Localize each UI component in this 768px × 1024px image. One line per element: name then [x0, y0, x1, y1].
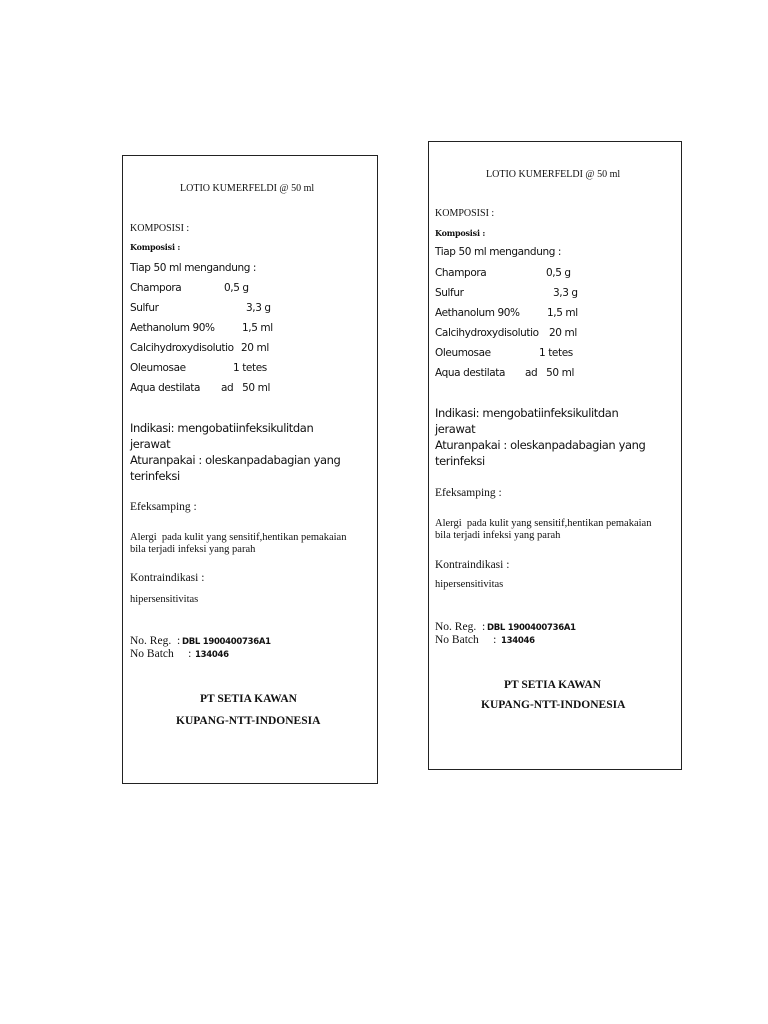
ingredient-amount: 1,5 ml: [242, 322, 273, 334]
ingredient-amount: 1 tetes: [539, 347, 573, 359]
product-label-left: [122, 155, 378, 784]
label-title: LOTIO KUMERFELDI @ 50 ml: [486, 169, 621, 180]
efek-samping-text: Alergi pada kulit yang sensitif,hentikan pemakaian: [435, 518, 652, 529]
ingredient-amount: 1 tetes: [233, 362, 267, 374]
composition-intro: Tiap 50 ml mengandung :: [130, 262, 257, 274]
reg-number-value: DBL 1900400736A1: [182, 637, 271, 647]
reg-number-label: No. Reg. :: [130, 635, 181, 647]
company-location: KUPANG-NTT-INDONESIA: [481, 699, 626, 711]
kontraindikasi-heading: Kontraindikasi :: [130, 572, 205, 584]
ingredient-name: Aqua destilata: [435, 367, 506, 379]
kontraindikasi-value: hipersensitivitas: [435, 579, 504, 590]
efek-samping-heading: Efeksamping :: [130, 501, 197, 513]
ingredient-amount: 0,5 g: [546, 267, 571, 279]
efek-samping-text: Alergi pada kulit yang sensitif,hentikan pemakaian: [130, 532, 347, 543]
ingredient-amount: 3,3 g: [553, 287, 578, 299]
label-title: LOTIO KUMERFELDI @ 50 ml: [180, 183, 315, 194]
kontraindikasi-heading: Kontraindikasi :: [435, 559, 510, 571]
batch-label: No Batch :: [130, 648, 192, 660]
indikasi-line: Indikasi: mengobatiinfeksikulitdan: [435, 406, 619, 420]
product-label-right: [428, 141, 682, 770]
reg-number-label: No. Reg. :: [435, 621, 486, 633]
ingredient-name: Aethanolum 90%: [435, 307, 520, 319]
efek-samping-heading: Efeksamping :: [435, 487, 502, 499]
composition-intro: Tiap 50 ml mengandung :: [435, 246, 562, 258]
efek-samping-text: bila terjadi infeksi yang parah: [130, 544, 256, 555]
ingredient-name: Aqua destilata: [130, 382, 201, 394]
ingredient-name: Champora: [435, 267, 487, 279]
aturan-pakai-line: terinfeksi: [435, 454, 485, 468]
ingredient-amount: 3,3 g: [246, 302, 271, 314]
ingredient-name: Aethanolum 90%: [130, 322, 215, 334]
komposisi-subheading: Komposisi :: [435, 228, 486, 238]
ingredient-name: Calcihydroxydisolutio: [435, 327, 539, 339]
ingredient-amount: ad 50 ml: [525, 367, 574, 379]
kontraindikasi-value: hipersensitivitas: [130, 594, 199, 605]
ingredient-name: Calcihydroxydisolutio: [130, 342, 234, 354]
ingredient-name: Oleumosae: [435, 347, 491, 359]
komposisi-heading: KOMPOSISI :: [435, 208, 495, 219]
indikasi-line: jerawat: [435, 422, 476, 436]
komposisi-subheading: Komposisi :: [130, 242, 181, 252]
ingredient-amount: 20 ml: [549, 327, 577, 339]
company-location: KUPANG-NTT-INDONESIA: [176, 715, 321, 727]
company-name: PT SETIA KAWAN: [200, 693, 297, 705]
indikasi-line: jerawat: [130, 437, 171, 451]
ingredient-amount: 0,5 g: [224, 282, 249, 294]
ingredient-amount: ad 50 ml: [221, 382, 270, 394]
ingredient-amount: 20 ml: [241, 342, 269, 354]
indikasi-line: Indikasi: mengobatiinfeksikulitdan: [130, 421, 314, 435]
company-name: PT SETIA KAWAN: [504, 679, 601, 691]
batch-value: 134046: [195, 650, 229, 660]
ingredient-name: Champora: [130, 282, 182, 294]
aturan-pakai-line: Aturanpakai : oleskanpadabagian yang: [435, 438, 646, 452]
komposisi-heading: KOMPOSISI :: [130, 223, 190, 234]
aturan-pakai-line: terinfeksi: [130, 469, 180, 483]
aturan-pakai-line: Aturanpakai : oleskanpadabagian yang: [130, 453, 341, 467]
ingredient-name: Sulfur: [435, 287, 464, 299]
batch-value: 134046: [501, 636, 535, 646]
ingredient-name: Sulfur: [130, 302, 159, 314]
ingredient-amount: 1,5 ml: [547, 307, 578, 319]
batch-label: No Batch :: [435, 634, 497, 646]
efek-samping-text: bila terjadi infeksi yang parah: [435, 530, 561, 541]
reg-number-value: DBL 1900400736A1: [487, 623, 576, 633]
ingredient-name: Oleumosae: [130, 362, 186, 374]
